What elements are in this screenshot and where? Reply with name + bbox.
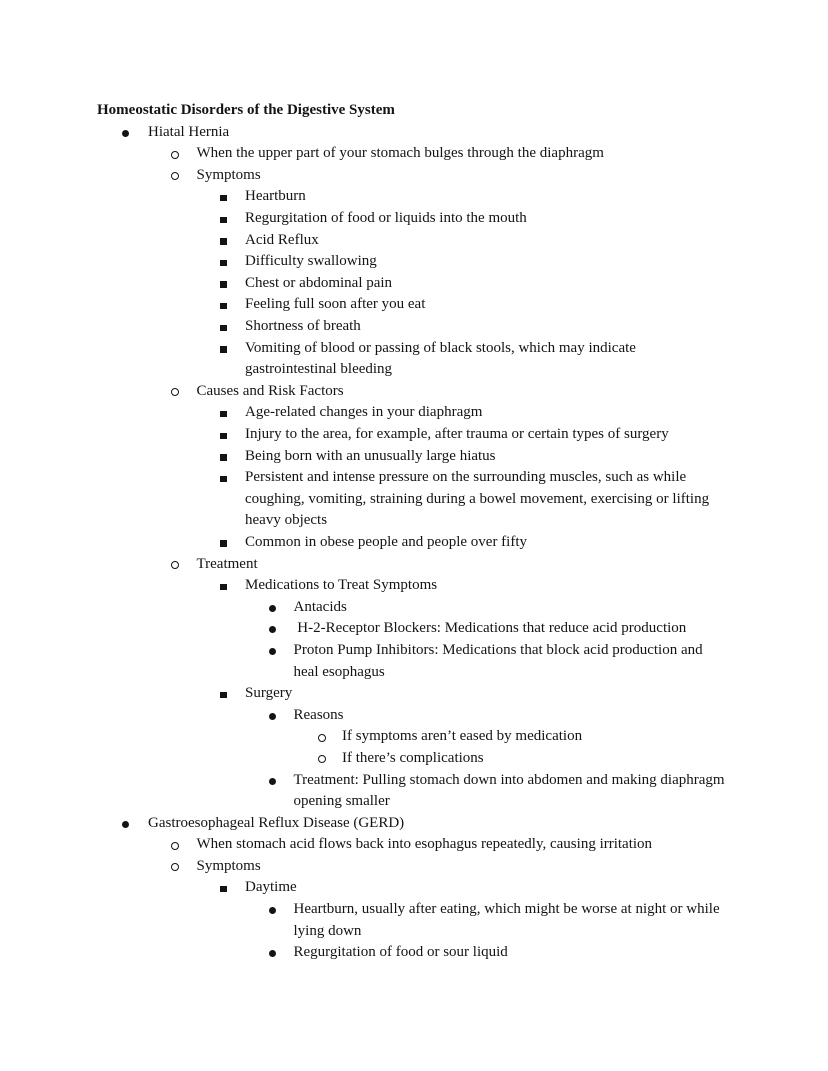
disc-bullet-icon [269, 907, 276, 914]
list-item-text: Causes and Risk Factors [196, 382, 344, 399]
square-bullet-icon [220, 886, 227, 893]
square-bullet-icon [220, 238, 227, 245]
list-item [97, 726, 731, 748]
list-item-text: Shortness of breath [245, 318, 361, 335]
list-item [97, 532, 731, 554]
list-item-text: Common in obese people and people over fifty [245, 533, 528, 550]
list-item [97, 942, 731, 964]
list-item-text: Surgery [245, 685, 293, 702]
square-bullet-icon [220, 260, 227, 267]
square-bullet-icon [220, 692, 227, 699]
list-item-text: Gastroesophageal Reflux Disease (GERD) [148, 814, 405, 831]
list-item [97, 899, 731, 942]
list-item-text: Regurgitation of food or liquids into the mouth [245, 210, 527, 227]
list-item [97, 294, 731, 316]
list-item [97, 856, 731, 878]
square-bullet-icon [220, 303, 227, 310]
list-item [97, 424, 731, 446]
list-item-text: Regurgitation of food or sour liquid [293, 944, 508, 961]
list-item-text: Symptoms [196, 166, 261, 183]
circle-bullet-icon [171, 172, 179, 180]
disc-bullet-icon [122, 130, 129, 137]
square-bullet-icon [220, 540, 227, 547]
list-item-text: Treatment [196, 555, 258, 572]
list-item-text: If there’s complications [342, 749, 484, 766]
list-item-text: H-2-Receptor Blockers: Medications that reduce acid production [293, 620, 687, 637]
list-item [97, 597, 731, 619]
circle-bullet-icon [171, 863, 179, 871]
list-item [97, 122, 731, 144]
list-item-text: Heartburn, usually after eating, which might be worse at night or while lying down [293, 901, 724, 939]
square-bullet-icon [220, 584, 227, 591]
circle-bullet-icon [318, 755, 326, 763]
list-item-text: Reasons [293, 706, 344, 723]
list-item [97, 208, 731, 230]
list-item-text: If symptoms aren’t eased by medication [342, 728, 583, 745]
list-item [97, 575, 731, 597]
list-item [97, 683, 731, 705]
list-item-text: Injury to the area, for example, after trauma or certain types of surgery [245, 426, 669, 443]
list-item [97, 273, 731, 295]
circle-bullet-icon [171, 151, 179, 159]
disc-bullet-icon [269, 950, 276, 957]
list-item-text: Vomiting of blood or passing of black stools, which may indicate gastrointestinal bleeding [245, 339, 640, 378]
list-item-text: Proton Pump Inhibitors: Medications that block acid production and heal esophagus [293, 641, 707, 680]
circle-bullet-icon [171, 561, 179, 569]
disc-bullet-icon [269, 648, 276, 655]
list-item-text: Antacids [293, 598, 347, 615]
square-bullet-icon [220, 433, 227, 440]
square-bullet-icon [220, 346, 227, 353]
list-item [97, 705, 731, 727]
list-item-text: Being born with an unusually large hiatus [245, 447, 496, 464]
outline-list [97, 122, 731, 964]
list-item [97, 316, 731, 338]
square-bullet-icon [220, 476, 227, 483]
list-item [97, 446, 731, 468]
square-bullet-icon [220, 454, 227, 461]
list-item-text: When the upper part of your stomach bulges through the diaphragm [196, 145, 604, 162]
square-bullet-icon [220, 281, 227, 288]
disc-bullet-icon [269, 626, 276, 633]
list-item-text: Medications to Treat Symptoms [245, 577, 438, 594]
list-item [97, 381, 731, 403]
list-item [97, 467, 731, 532]
list-item [97, 834, 731, 856]
list-item [97, 748, 731, 770]
circle-bullet-icon [171, 842, 179, 850]
list-item-text: Daytime [245, 879, 297, 896]
list-item-text: When stomach acid flows back into esophagus repeatedly, causing irritation [196, 836, 653, 853]
list-item [97, 165, 731, 187]
list-item [97, 230, 731, 252]
disc-bullet-icon [122, 821, 129, 828]
disc-bullet-icon [269, 605, 276, 612]
list-item-text: Heartburn [245, 188, 306, 205]
square-bullet-icon [220, 325, 227, 332]
list-item-text: Chest or abdominal pain [245, 274, 393, 291]
list-item [97, 402, 731, 424]
list-item [97, 186, 731, 208]
list-item-text: Symptoms [196, 857, 261, 874]
list-item [97, 338, 731, 381]
list-item [97, 813, 731, 835]
list-item [97, 554, 731, 576]
disc-bullet-icon [269, 713, 276, 720]
list-item-text: Age-related changes in your diaphragm [245, 404, 483, 421]
page-title: Homeostatic Disorders of the Digestive System [97, 102, 395, 118]
list-item [97, 251, 731, 273]
square-bullet-icon [220, 195, 227, 202]
list-item [97, 143, 731, 165]
list-item [97, 877, 731, 899]
list-item [97, 618, 731, 640]
list-item-text: Hiatal Hernia [148, 123, 230, 140]
list-item [97, 770, 731, 813]
circle-bullet-icon [318, 734, 326, 742]
list-item-text: Difficulty swallowing [245, 253, 377, 270]
list-item-text: Feeling full soon after you eat [245, 296, 426, 313]
disc-bullet-icon [269, 778, 276, 785]
list-item-text: Treatment: Pulling stomach down into abdomen and making diaphragm opening smaller [293, 771, 729, 810]
list-item-text: Acid Reflux [245, 231, 319, 248]
list-item [97, 640, 731, 683]
square-bullet-icon [220, 411, 227, 418]
circle-bullet-icon [171, 388, 179, 396]
list-item-text: Persistent and intense pressure on the surrounding muscles, such as while coughing, vomiting, straining during a bowel movement, exercising or lifting heavy objects [245, 469, 713, 529]
square-bullet-icon [220, 217, 227, 224]
